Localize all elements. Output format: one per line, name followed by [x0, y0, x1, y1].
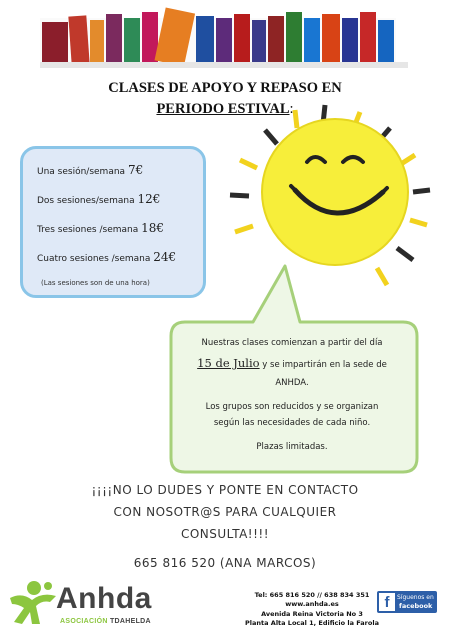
facebook-badge[interactable]	[377, 591, 437, 613]
info-intro: Nuestras clases comienzan a partir del día	[201, 338, 383, 348]
price-row-value: 24€	[153, 250, 177, 264]
price-row-label: Cuatro sesiones /semana	[37, 254, 151, 264]
logo-wordmark: Anhda	[56, 582, 152, 615]
price-row-value: 18€	[141, 221, 165, 235]
info-limited: Plazas limitadas.	[256, 442, 328, 452]
contact-phone: 665 816 520 (ANA MARCOS)	[133, 556, 317, 570]
info-groups-1: Los grupos son reducidos y se organizan	[205, 402, 379, 412]
price-row-label: Una sesión/semana	[37, 167, 126, 177]
anhda-logo-icon	[6, 578, 58, 628]
facebook-label: facebook	[399, 602, 433, 610]
title-colon: :	[289, 101, 294, 117]
books-banner	[40, 6, 408, 68]
info-intro-cont: y se impartirán en la sede de	[262, 360, 387, 370]
price-row-value: 7€	[127, 163, 144, 177]
price-row	[37, 250, 176, 264]
facebook-follow-label: Síguenos en	[397, 594, 434, 601]
footer-address-1: Avenida Reina Victoria No 3	[261, 610, 363, 618]
cta-line-3: CONSULTA!!!!	[180, 527, 270, 541]
logo-sub-tdah: TDAH	[109, 618, 131, 625]
footer-address-2: Planta Alta Local 1, Edificio la Farola	[245, 619, 379, 627]
footer-phones: Tel: 665 816 520 // 638 834 351	[254, 591, 370, 599]
cta-line-2: CON NOSOTR@S PARA CUALQUIER	[113, 505, 337, 519]
price-row-value: 12€	[137, 192, 161, 206]
logo-sub-elda: ELDA	[130, 618, 151, 625]
info-date-line	[172, 356, 412, 370]
title-line-1: CLASES DE APOYO Y REPASO EN	[108, 80, 342, 96]
title-underlined: PERIODO ESTIVAL	[156, 101, 290, 117]
info-groups-2: según las necesidades de cada niño.	[213, 418, 371, 428]
info-place: ANHDA.	[275, 378, 309, 388]
footer-web-link[interactable]: www.anhda.es	[285, 600, 339, 608]
logo-subtitle	[60, 618, 151, 625]
logo-sub-asociacion: ASOCIACIÓN	[60, 618, 108, 625]
price-row-label: Dos sesiones/semana	[37, 196, 135, 206]
price-row	[37, 192, 160, 206]
session-note: (Las sesiones son de una hora)	[41, 279, 150, 287]
cta-line-1: ¡¡¡¡NO LO DUDES Y PONTE EN CONTACTO	[91, 483, 359, 497]
price-row	[37, 163, 143, 177]
facebook-icon: f	[379, 593, 395, 611]
price-row	[37, 221, 164, 235]
price-row-label: Tres sesiones /semana	[37, 225, 139, 235]
start-date: 15 de Julio	[197, 356, 260, 370]
